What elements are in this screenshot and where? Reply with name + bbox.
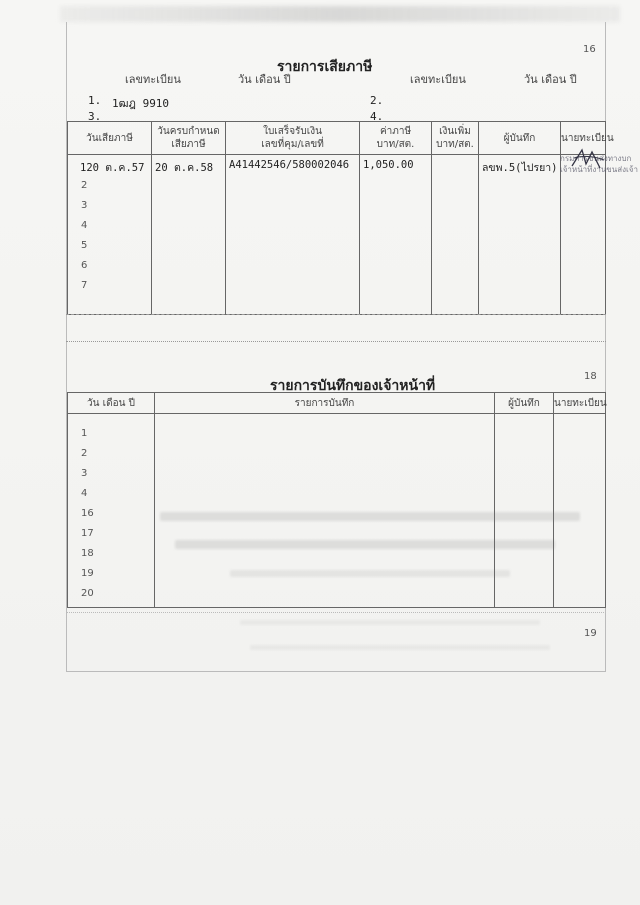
row-number: 2: [81, 180, 88, 191]
page-number-16: 16: [583, 44, 596, 55]
row-number: 16: [81, 508, 94, 519]
col-receipt: [226, 155, 360, 315]
recorder-value: ลขพ.5(ไปรยา): [482, 162, 558, 174]
stamp-line-1: กรมการขนส่งทางบก: [560, 154, 632, 163]
col-recorder: [495, 414, 554, 608]
record-table-header: [68, 393, 606, 414]
col-date: [68, 414, 155, 608]
header-recorder: ผู้บันทึก: [479, 122, 561, 155]
row-number: 6: [81, 260, 88, 271]
header-record: รายการบันทึก: [155, 393, 495, 414]
date-label-left: วัน เดือน ปี: [238, 73, 291, 86]
receipt-value: A41442546/580002046: [229, 159, 350, 171]
row-number: 2: [81, 448, 88, 459]
row-number: 4: [81, 488, 88, 499]
row-number: 5: [81, 240, 88, 251]
header-paid-date: วันเสียภาษี: [68, 122, 152, 155]
header-registrar: นายทะเบียน: [561, 122, 606, 155]
entry-4-number: 4.: [370, 110, 384, 123]
header-due-date: วันครบกำหนด เสียภาษี: [152, 122, 226, 155]
tax-payment-title: รายการเสียภาษี: [277, 59, 373, 75]
row-number: 1: [81, 428, 88, 439]
header-receipt: ใบเสร็จรับเงิน เลขที่คุม/เลขที่: [226, 122, 360, 155]
entry-1-number: 1.: [88, 94, 102, 107]
tax-value: 1,050.00: [363, 159, 414, 171]
stamp-line-2: เจ้าหน้าที่งานขนส่งเจ้า: [560, 165, 638, 174]
col-surcharge: [432, 155, 479, 315]
bleed-through: [160, 512, 580, 521]
row-number: 17: [81, 528, 94, 539]
row-number: 3: [81, 468, 88, 479]
header-registrar: นายทะเบียน: [554, 393, 606, 414]
row-number: 3: [81, 200, 88, 211]
row-number: 19: [81, 568, 94, 579]
col-paid-date: [68, 155, 152, 315]
date-label-right: วัน เดือน ปี: [524, 73, 577, 86]
section-divider: [66, 314, 606, 316]
header-surcharge: เงินเพิ่ม บาท/สต.: [432, 122, 479, 155]
entry-1-plate: 1ฒฎ 9910: [112, 97, 170, 110]
tax-payment-table: [67, 121, 614, 315]
col-tax: [360, 155, 432, 315]
tax-table-body: [68, 155, 606, 315]
entry-2-number: 2.: [370, 94, 384, 107]
signature-scribble: [570, 146, 606, 172]
section-divider-dotted: [66, 341, 606, 343]
bleed-through: [230, 570, 510, 577]
top-smudge: [60, 6, 620, 22]
bleed-through: [240, 620, 540, 625]
bleed-through: [175, 540, 555, 549]
surcharge-value: [432, 155, 478, 159]
row-number: 20: [81, 588, 94, 599]
col-due-date: [152, 155, 226, 315]
bottom-rule: [66, 671, 606, 672]
record-table-body: [68, 414, 606, 608]
page-number-18: 18: [584, 371, 597, 382]
bleed-through: [250, 645, 550, 650]
header-tax: ค่าภาษี บาท/สต.: [360, 122, 432, 155]
row-number: 7: [81, 280, 88, 291]
paid-date-value: 120 ต.ค.57: [80, 162, 145, 174]
col-record: [155, 414, 495, 608]
due-date-value: 20 ต.ค.58: [155, 162, 214, 174]
section-divider-lower: [66, 612, 606, 614]
header-date: วัน เดือน ปี: [68, 393, 155, 414]
page-number-19: 19: [584, 628, 597, 639]
reg-label-right: เลขทะเบียน: [410, 73, 466, 86]
header-recorder: ผู้บันทึก: [495, 393, 554, 414]
col-registrar: [561, 155, 606, 315]
col-registrar: [554, 414, 606, 608]
row-number: 18: [81, 548, 94, 559]
row-number: 4: [81, 220, 88, 231]
entry-3-number: 3.: [88, 110, 102, 123]
officer-record-title: รายการบันทึกของเจ้าหน้าที่: [270, 378, 436, 394]
reg-label-left: เลขทะเบียน: [125, 73, 181, 86]
col-recorder: [479, 155, 561, 315]
tax-table-header: [68, 122, 606, 155]
